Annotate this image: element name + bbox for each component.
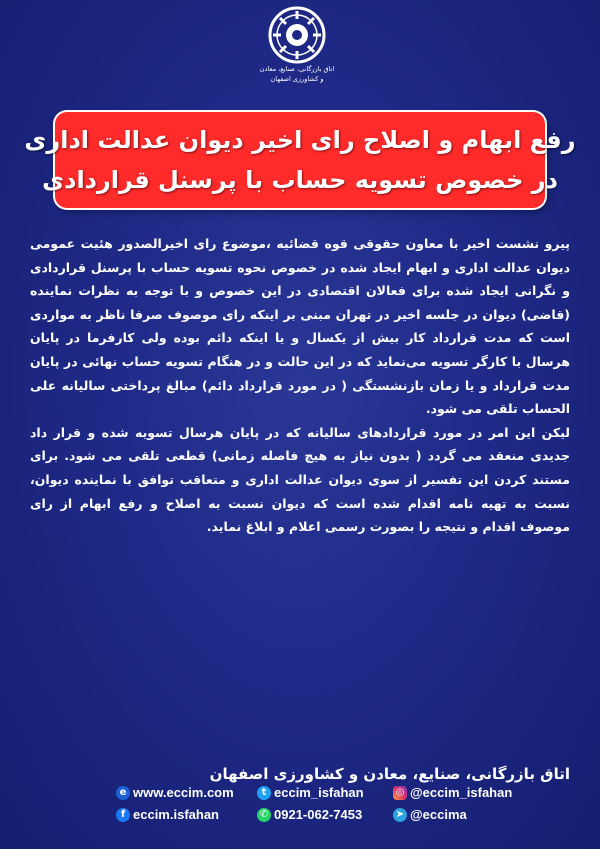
- body-paragraph-1: پیرو نشست اخیر با معاون حقوقی قوه قضائیه ،موضوع رای اخیرالصدور هئیت عمومی دیوان عدالت اداری و ابهام ایجاد شده در خصوص نحوه تسویه حساب با پرسنل قراردادی و نگرانی ایجاد شده برای فعالان اقتصادی در این خصوص و با توجه به نظرات نماینده (قاضی) دیوان در جلسه اخیر در تهران مبنی بر اینکه رای موصوف صرفا ناظر به مواردی است که مدت قرارداد کار بیش از یکسال و یا اینکه دائم بوده ولی کارفرما در پایان هرسال با کارگر تسویه می‌نماید که در این حالت و در هنگام تسویه حساب نهائی در پایان مدت قرارداد و یا زمان بازنشستگی ( در مورد قرارداد دائم) مبالغ پرداختی سالیانه علی الحساب تلقی می شود.: [30, 236, 570, 417]
- whatsapp-text: 0921-062-7453: [274, 807, 363, 822]
- website-link[interactable]: [116, 785, 234, 800]
- logo-caption-line1: اتاق بازرگانی، صنایع، معادن: [259, 65, 335, 73]
- twitter-text: eccim_isfahan: [274, 785, 364, 800]
- website-text: www.eccim.com: [133, 785, 234, 800]
- instagram-text: @eccim_isfahan: [410, 785, 513, 800]
- web-icon: e: [116, 786, 130, 800]
- whatsapp-link[interactable]: [257, 807, 362, 822]
- article-body: [30, 232, 570, 539]
- twitter-icon: t: [257, 786, 271, 800]
- telegram-text: @eccima: [410, 807, 467, 822]
- whatsapp-icon: ✆: [257, 808, 271, 822]
- chamber-emblem-icon: [268, 6, 326, 64]
- twitter-link[interactable]: [257, 785, 364, 800]
- logo-caption-line2: و کشاورزی اصفهان: [270, 75, 324, 83]
- headline-banner: [24, 112, 576, 208]
- instagram-link[interactable]: [393, 785, 512, 800]
- facebook-link[interactable]: [116, 807, 219, 822]
- chamber-logo: [252, 6, 342, 106]
- headline-line2: در خصوص تسویه حساب با پرسنل قراردادی: [42, 166, 558, 194]
- headline-line1: رفع ابهام و اصلاح رای اخیر دیوان عدالت اداری: [24, 126, 576, 154]
- telegram-icon: ➤: [393, 808, 407, 822]
- body-paragraph-2: لیکن این امر در مورد قراردادهای سالیانه که در پایان هرسال تسویه شده و قرار داد جدیدی منعقد می گردد ( بدون نیاز به هیچ فاصله زمانی) قطعی تلقی می شود. برای مستند کردن این تفسیر از سوی دیوان عدالت اداری و متعاقب توافق با نماینده دیوان، نسبت به تهیه نامه اقدام شده است که دیوان نسبت به اصلاح و رفع ابهام از رای موصوف اقدام و نتیجه را بصورت رسمی اعلام و ابلاغ نماید.: [30, 424, 570, 535]
- footer-org-name: اتاق بازرگانی، صنایع، معادن و کشاورزی اصفهان: [209, 765, 570, 783]
- facebook-text: eccim.isfahan: [133, 807, 219, 822]
- facebook-icon: f: [116, 808, 130, 822]
- instagram-icon: ◎: [393, 786, 407, 800]
- telegram-link[interactable]: [393, 807, 467, 822]
